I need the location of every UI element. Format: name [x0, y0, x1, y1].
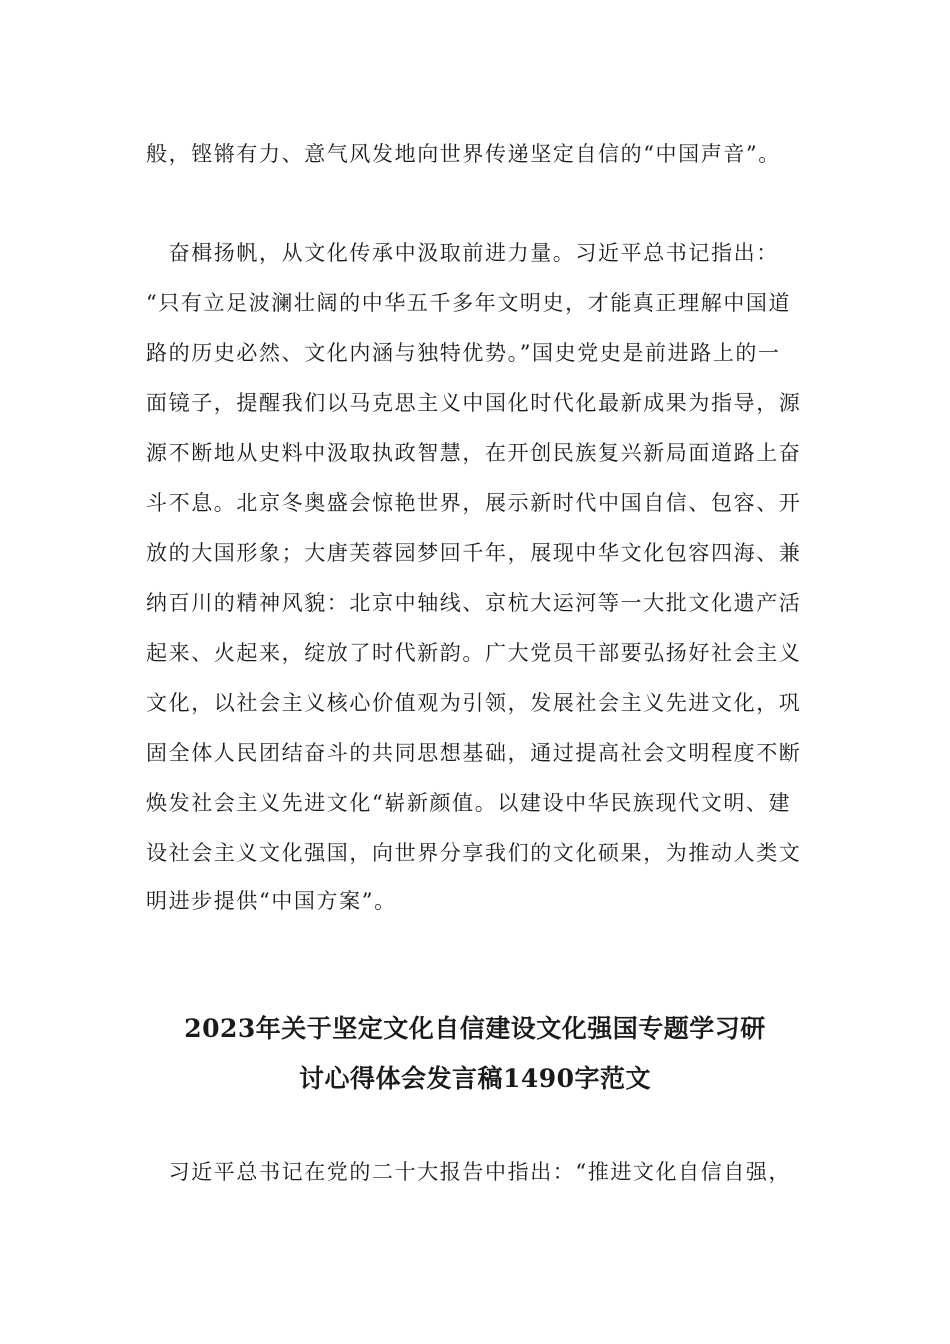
paragraph-line: 文化，以社会主义核心价值观为引领，发展社会主义先进文化，巩 [146, 691, 802, 715]
fragment-line: 般，铿锵有力、意气风发地向世界传递坚定自信的“中国声音”。 [146, 142, 781, 166]
paragraph-line: “只有立足波澜壮阔的中华五千多年文明史，才能真正理解中国道 [146, 291, 792, 315]
paragraph-line: 面镜子，提醒我们以马克思主义中国化时代化最新成果为指导，源 [146, 391, 802, 415]
paragraph-line: 路的历史必然、文化内涵与独特优势。”国史党史是前进路上的一 [146, 341, 781, 365]
paragraph-line: 纳百川的精神风貌：北京中轴线、京杭大运河等一大批文化遗产活 [146, 591, 802, 615]
paragraph-line: 习近平总书记在党的二十大报告中指出：“推进文化自信自强， [146, 1160, 792, 1184]
paragraph-line: 起来、火起来，绽放了时代新韵。广大党员干部要弘扬好社会主义 [146, 641, 802, 665]
paragraph-line: 明进步提供“中国方案”。 [146, 889, 397, 913]
paragraph-line: 源不断地从史料中汲取执政智慧，在开创民族复兴新局面道路上奋 [146, 441, 802, 465]
paragraph-line: 焕发社会主义先进文化“崭新颜值。以建设中华民族现代文明、建 [146, 791, 792, 815]
paragraph-line: 设社会主义文化强国，向世界分享我们的文化硕果，为推动人类文 [146, 841, 802, 865]
paragraph-line: 斗不息。北京冬奥盛会惊艳世界，展示新时代中国自信、包容、开 [146, 491, 802, 515]
paragraph-line: 放的大国形象；大唐芙蓉园梦回千年，展现中华文化包容四海、兼 [146, 541, 802, 565]
paragraph-line: 奋楫扬帆，从文化传承中汲取前进力量。习近平总书记指出： [146, 241, 779, 265]
paragraph-line: 固全体人民团结奋斗的共同思想基础，通过提高社会文明程度不断 [146, 741, 802, 765]
document-title-line-2: 讨心得体会发言稿1490字范文 [298, 1064, 652, 1093]
document-title-line-1: 2023年关于坚定文化自信建设文化强国专题学习研 [184, 1014, 766, 1043]
